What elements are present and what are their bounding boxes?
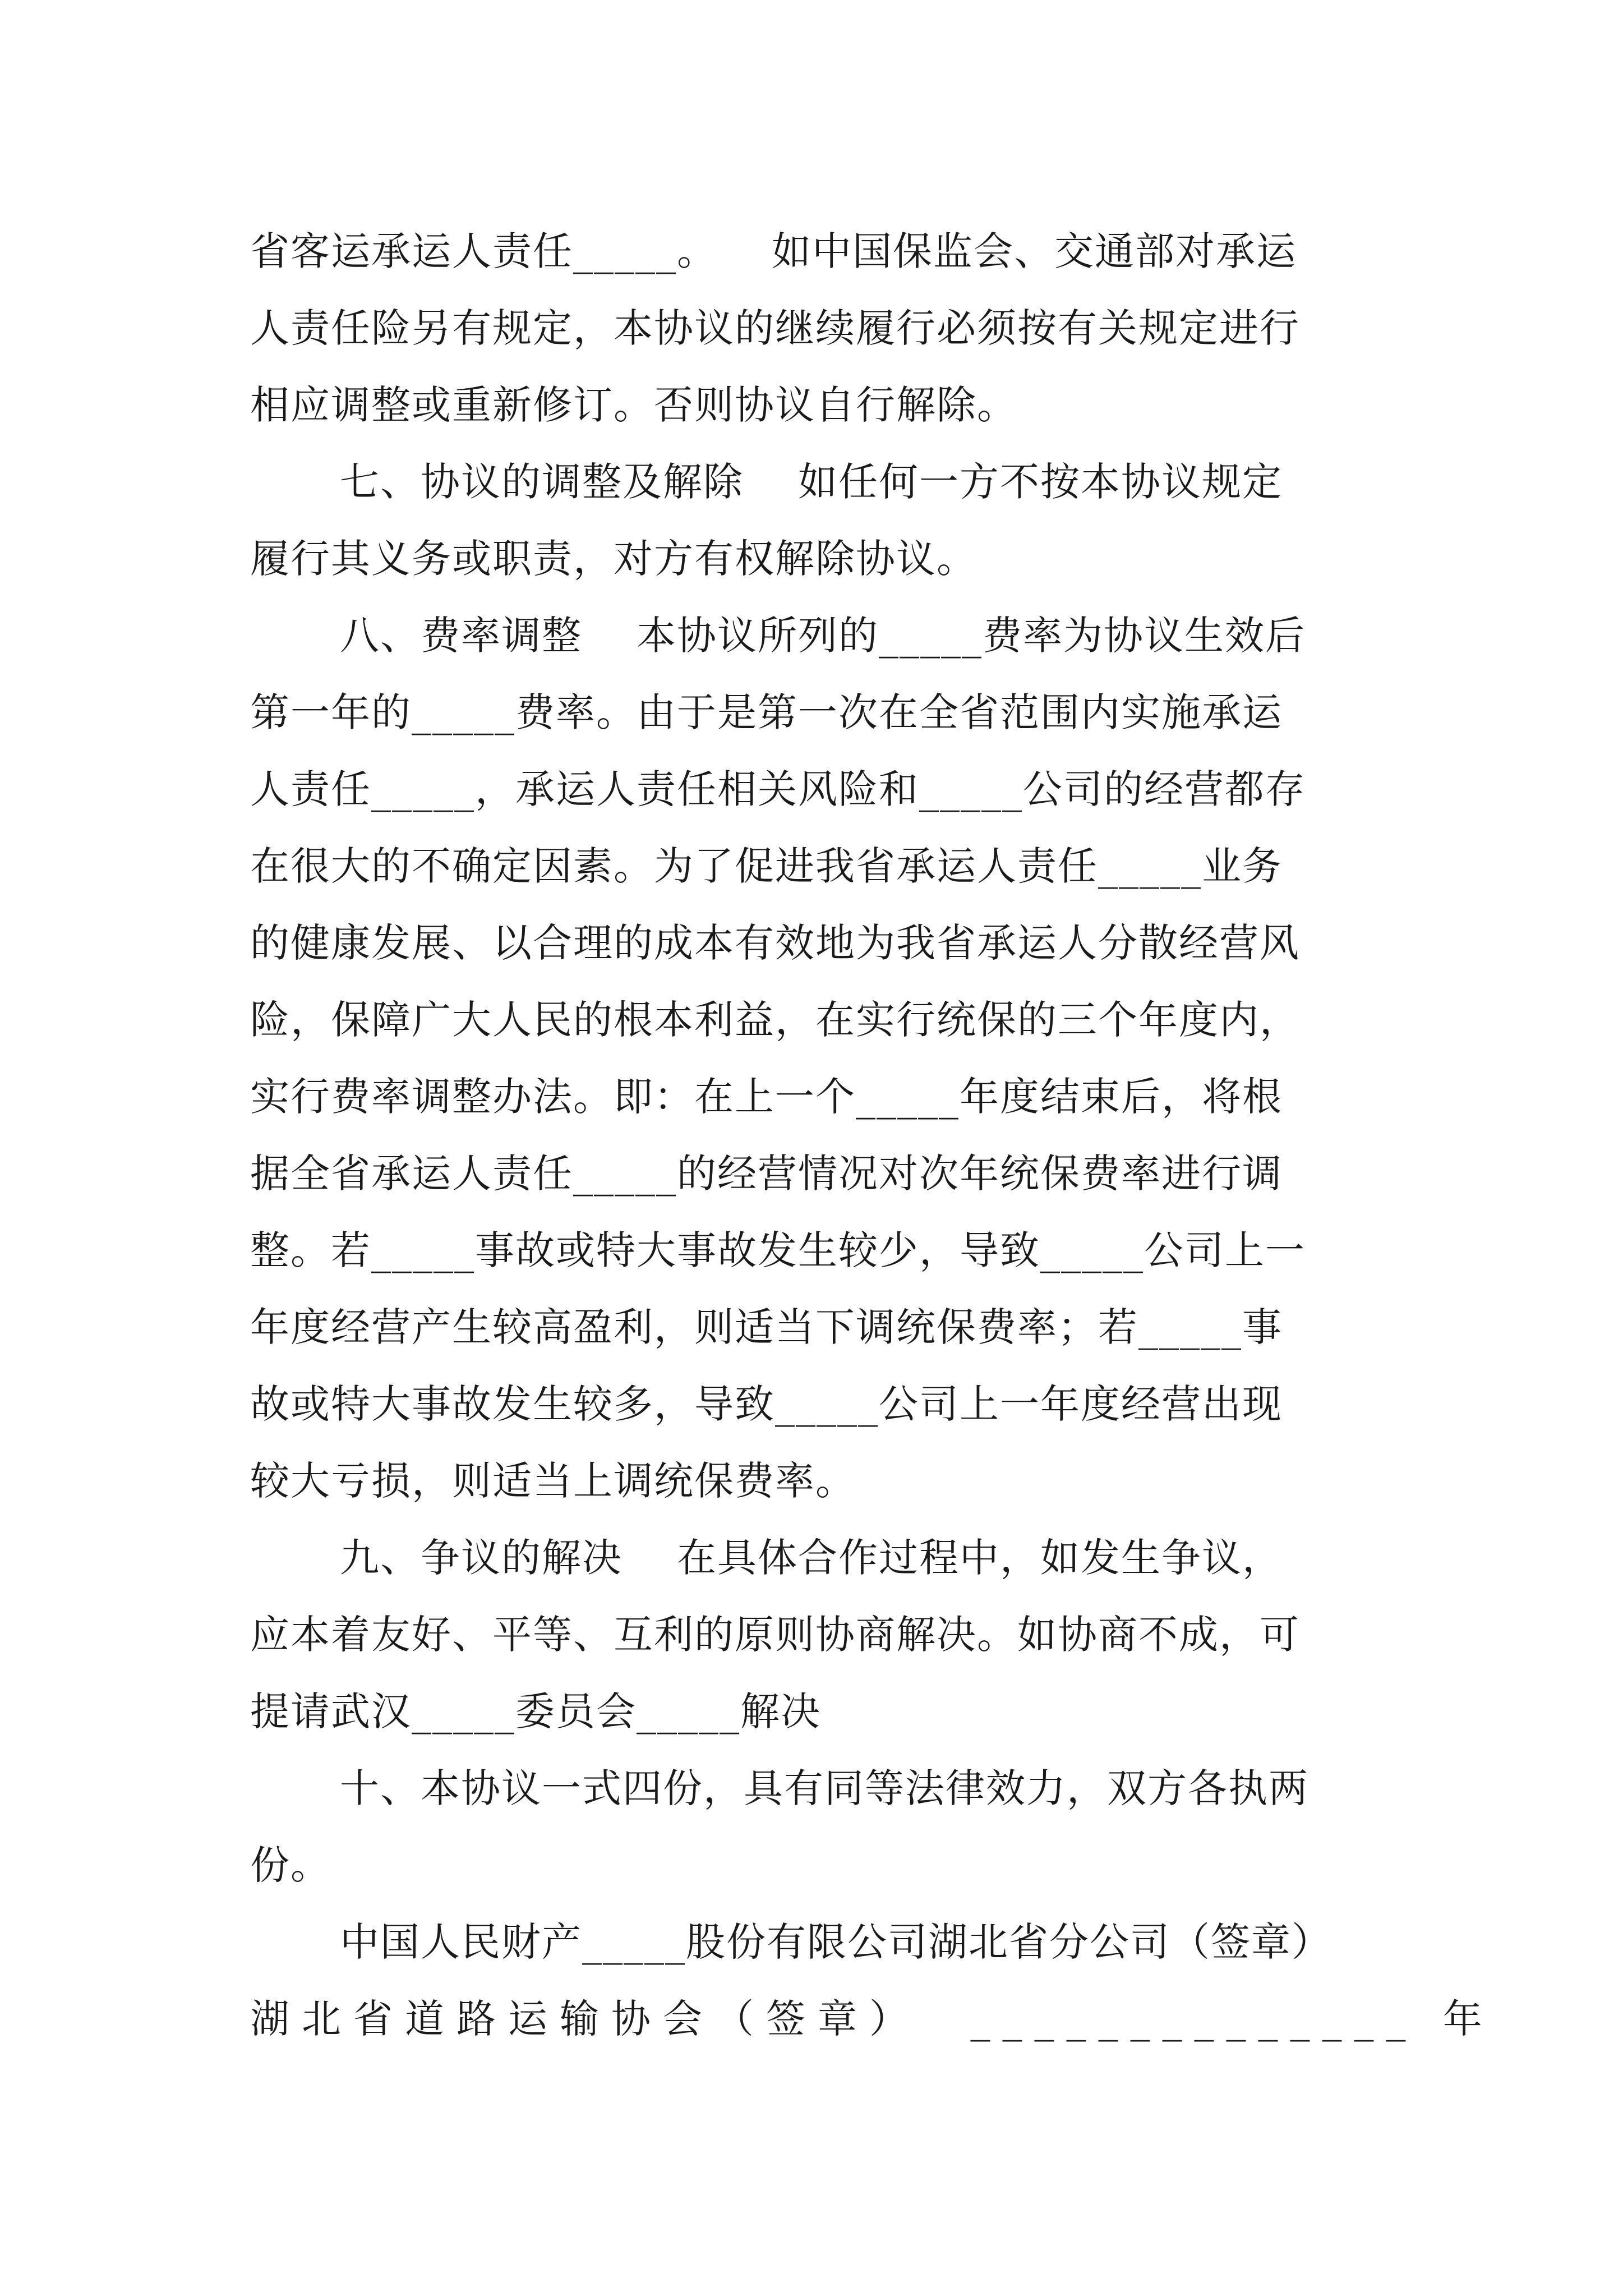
section-nine bbox=[250, 1520, 1394, 1750]
text-line: 人责任_____，承运人责任相关风险和_____公司的经营都存 bbox=[250, 766, 1306, 812]
text-line: 实行费率调整办法。即：在上一个_____年度结束后，将根 bbox=[250, 1074, 1283, 1120]
text-line: 较大亏损，则适当上调统保费率。 bbox=[250, 1458, 856, 1504]
text-line: 八、费率调整 本协议所列的_____费率为协议生效后 bbox=[340, 613, 1306, 659]
text-line: 的健康发展、以合理的成本有效地为我省承运人分散经营风 bbox=[250, 920, 1300, 966]
text-line: 省客运承运人责任_____。 如中国保监会、交通部对承运 bbox=[250, 228, 1297, 274]
signatory-picc: 中国人民财产_____股份有限公司湖北省分公司（签章） bbox=[340, 1919, 1332, 1965]
text-line: 相应调整或重新修订。否则协议自行解除。 bbox=[250, 382, 1017, 428]
text-line: 故或特大事故发生较多，导致_____公司上一年度经营出现 bbox=[250, 1381, 1283, 1427]
section-ten bbox=[250, 1750, 1394, 1904]
text-line: 险，保障广大人民的根本利益，在实行统保的三个年度内， bbox=[250, 997, 1300, 1043]
text-line: 整。若_____事故或特大事故发生较少，导致_____公司上一 bbox=[250, 1227, 1306, 1273]
text-line: 第一年的_____费率。由于是第一次在全省范围内实施承运 bbox=[250, 689, 1283, 735]
paragraph-continuation bbox=[250, 213, 1394, 444]
text-line: 提请武汉_____委员会_____解决 bbox=[250, 1688, 821, 1734]
text-line: 九、争议的解决 在具体合作过程中，如发生争议， bbox=[340, 1535, 1283, 1581]
document-page bbox=[250, 213, 1495, 2058]
text-line: 七、协议的调整及解除 如任何一方不按本协议规定 bbox=[340, 459, 1283, 505]
text-line: 人责任险另有规定，本协议的继续履行必须按有关规定进行 bbox=[250, 305, 1300, 351]
section-eight bbox=[250, 597, 1394, 1520]
text-line: 份。 bbox=[250, 1842, 331, 1888]
signatory-association: 湖北省道路运输协会（签章） ______________ 年 bbox=[250, 1996, 1495, 2042]
text-line: 在很大的不确定因素。为了促进我省承运人责任_____业务 bbox=[250, 843, 1283, 889]
text-line: 应本着友好、平等、互利的原则协商解决。如协商不成，可 bbox=[250, 1612, 1300, 1658]
text-line: 履行其义务或职责，对方有权解除协议。 bbox=[250, 536, 977, 582]
text-line: 据全省承运人责任_____的经营情况对次年统保费率进行调 bbox=[250, 1151, 1283, 1197]
text-line: 十、本协议一式四份，具有同等法律效力，双方各执两 bbox=[340, 1765, 1309, 1811]
text-line: 年度经营产生较高盈利，则适当下调统保费率；若_____事 bbox=[250, 1304, 1283, 1350]
signature-block bbox=[250, 1904, 1495, 2058]
section-seven bbox=[250, 444, 1394, 597]
